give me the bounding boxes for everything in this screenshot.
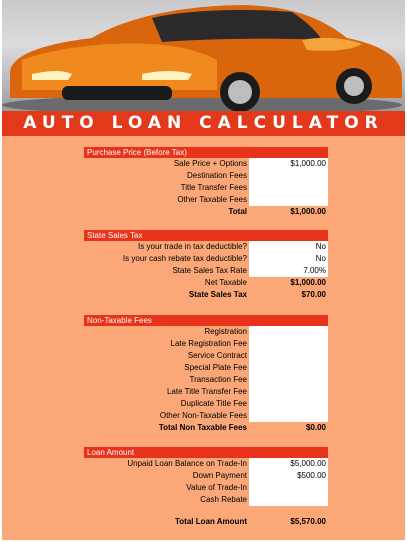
- late-title-transfer-input[interactable]: [249, 386, 328, 398]
- loan-row: [84, 494, 328, 506]
- fees-row: [84, 386, 328, 398]
- row-label: Unpaid Loan Balance on Trade-In: [127, 459, 247, 468]
- total-loan-value: $5,570.00: [290, 517, 326, 526]
- net-taxable-label: Net Taxable: [204, 278, 247, 287]
- down-payment-input[interactable]: $500.00: [249, 470, 328, 482]
- row-label: Value of Trade-In: [186, 483, 247, 492]
- total-label: Total: [228, 207, 247, 216]
- row-label: Duplicate Title Fee: [180, 399, 247, 408]
- row-label: Transaction Fee: [189, 375, 247, 384]
- tax-total-label: State Sales Tax: [188, 290, 247, 299]
- car-image: [2, 0, 405, 111]
- cash-rebate-input[interactable]: [249, 494, 328, 506]
- purchase-row: [84, 182, 328, 194]
- title-transfer-fees-input[interactable]: [249, 182, 328, 194]
- other-taxable-fees-input[interactable]: [249, 194, 328, 206]
- tax-row: [84, 265, 328, 277]
- fees-total-value: $0.00: [305, 423, 326, 432]
- fees-row: [84, 362, 328, 374]
- purchase-total-value: $1,000.00: [290, 207, 326, 216]
- row-label: Is your cash rebate tax deductible?: [122, 254, 247, 263]
- row-label: Destination Fees: [186, 171, 247, 180]
- row-label: State Sales Tax Rate: [172, 266, 247, 275]
- row-label: Is your trade in tax deductible?: [138, 242, 247, 251]
- loan-row: [84, 482, 328, 494]
- row-label: Special Plate Fee: [184, 363, 247, 372]
- tax-total-row: [84, 289, 328, 301]
- row-label: Registration: [204, 327, 247, 336]
- loan-heading: Loan Amount: [84, 447, 328, 458]
- fees-total-label: Total Non Taxable Fees: [158, 423, 247, 432]
- row-label: Title Transfer Fees: [180, 183, 247, 192]
- row-label: Late Title Transfer Fee: [166, 387, 247, 396]
- row-label: Late Registration Fee: [170, 339, 247, 348]
- tax-heading: State Sales Tax: [84, 230, 328, 241]
- fees-row: [84, 398, 328, 410]
- row-label: Cash Rebate: [200, 495, 247, 504]
- duplicate-title-input[interactable]: [249, 398, 328, 410]
- transaction-fee-input[interactable]: [249, 374, 328, 386]
- late-registration-input[interactable]: [249, 338, 328, 350]
- other-non-taxable-input[interactable]: [249, 410, 328, 422]
- tax-rate-input[interactable]: 7.00%: [249, 265, 328, 277]
- trade-in-deductible-input[interactable]: No: [249, 241, 328, 253]
- loan-row: [84, 470, 328, 482]
- destination-fees-input[interactable]: [249, 170, 328, 182]
- purchase-row: [84, 194, 328, 206]
- special-plate-input[interactable]: [249, 362, 328, 374]
- fees-row: [84, 374, 328, 386]
- tax-section: [84, 230, 328, 301]
- purchase-section: [84, 147, 328, 218]
- sale-price-input[interactable]: $1,000.00: [249, 158, 328, 170]
- service-contract-input[interactable]: [249, 350, 328, 362]
- row-label: Other Non-Taxable Fees: [159, 411, 247, 420]
- car-illustration: [2, 0, 405, 111]
- fees-row: [84, 326, 328, 338]
- row-label: Sale Price + Options: [173, 159, 247, 168]
- purchase-total-row: [84, 206, 328, 218]
- fees-total-row: [84, 422, 328, 434]
- fees-row: [84, 350, 328, 362]
- purchase-row: [84, 170, 328, 182]
- purchase-heading: Purchase Price (Before Tax): [84, 147, 328, 158]
- rebate-deductible-input[interactable]: No: [249, 253, 328, 265]
- total-loan-row: [84, 517, 328, 526]
- row-label: Other Taxable Fees: [177, 195, 247, 204]
- unpaid-balance-input[interactable]: $5,000.00: [249, 458, 328, 470]
- page-title: AUTO LOAN CALCULATOR: [2, 111, 405, 136]
- net-taxable-row: [84, 277, 328, 289]
- net-taxable-value: $1,000.00: [290, 278, 326, 287]
- fees-row: [84, 410, 328, 422]
- purchase-row: [84, 158, 328, 170]
- row-label: Down Payment: [192, 471, 247, 480]
- loan-section: [84, 447, 328, 506]
- tax-row: [84, 253, 328, 265]
- trade-in-value-input[interactable]: [249, 482, 328, 494]
- registration-input[interactable]: [249, 326, 328, 338]
- tax-row: [84, 241, 328, 253]
- fees-row: [84, 338, 328, 350]
- total-loan-label: Total Loan Amount: [175, 517, 247, 526]
- calculator-panel: [2, 0, 405, 540]
- fees-heading: Non-Taxable Fees: [84, 315, 328, 326]
- row-label: Service Contract: [187, 351, 247, 360]
- fees-section: [84, 315, 328, 434]
- tax-total-value: $70.00: [301, 290, 326, 299]
- loan-row: [84, 458, 328, 470]
